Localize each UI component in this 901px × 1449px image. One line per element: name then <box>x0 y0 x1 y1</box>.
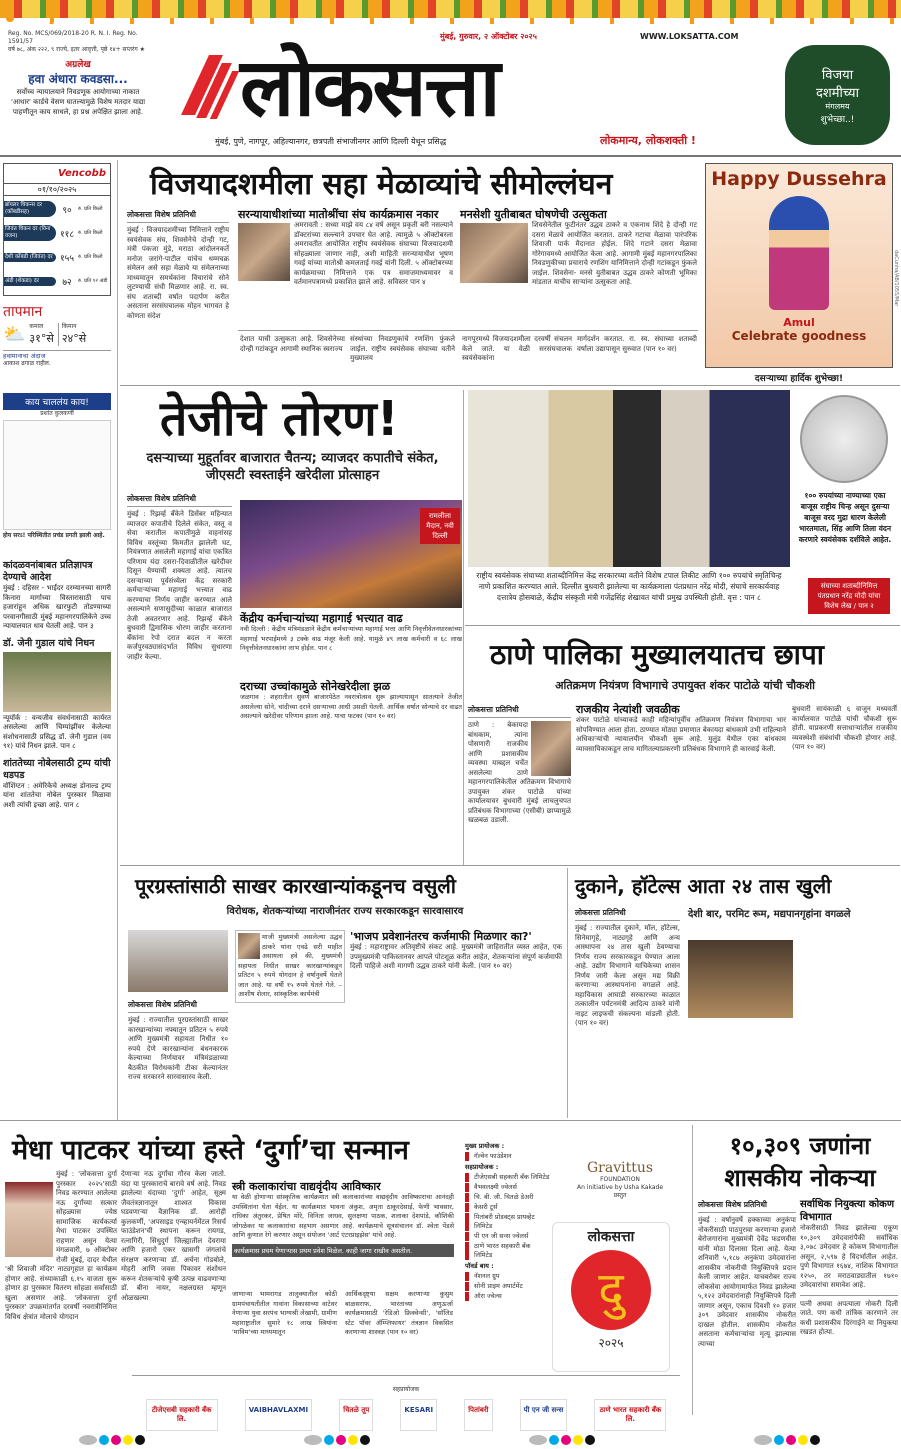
stamp-release-photo <box>468 390 790 567</box>
story-text: मुंबई : राज्यातील दुकाने, मॉल, हॉटेल्स, सिनेमागृहे, नाट्यगृहे आणि अन्य आस्थापना २४ तास खुली ठेवण्याचा निर्णय राज्य सरकारकडून घेण्यात आला आहे. उद्योग विभागाने याचिकेच्या शासन निर्णय जारी केला असून मद्य विक्री करणाऱ्या आस्थापनांना वगळले आहे. महाविकास आघाडी सरकारच्या काळात तत्कालीन पर्यटनमंत्री आदित्य ठाकरे यांनी नाइट लाइफची संकल्पना मांडली होती. (पान १० वर) <box>575 924 680 1027</box>
sponsor-name: चि. बी. जी. चितळे डेअरी <box>465 1193 550 1202</box>
registration-marks <box>0 1430 901 1449</box>
award-year: २०२५ <box>598 1336 624 1350</box>
rate-value: ११८ <box>59 229 75 240</box>
byline: लोकसत्ता विशेष प्रतिनिधी <box>128 1000 228 1013</box>
column-divider <box>463 390 464 865</box>
cartoon-artist: प्रशांत कुलकर्णी <box>40 410 74 417</box>
durga-headline[interactable]: मेधा पाटकर यांच्या हस्ते ‘दुर्गा’चा सन्मान <box>12 1135 409 1166</box>
sugar-factory-photo <box>128 930 228 992</box>
lead-continuation: मार्गदर्शन करतात. रा. स्व. संघाच्या शताब्दी वर्षाला उद्यापासून सुरुवात (पान १० वर) <box>577 335 697 353</box>
sponsor-group-label: सहप्रायोजक : <box>465 1163 499 1171</box>
story-title[interactable]: स्त्री कलाकारांचा वाद्यवृंदीय आविष्कार <box>232 1180 381 1193</box>
rate-label: जिवंत चिकन दर (विना वजन) <box>4 225 56 241</box>
egg-rates-box <box>3 163 111 296</box>
rate-row <box>4 246 110 268</box>
cji-mother-story <box>238 208 453 288</box>
shops-headline[interactable]: दुकाने, हॉटेल्स आता २४ तास खुली <box>575 874 832 898</box>
editions-line: मुंबई, पुणे, नागपूर, अहिल्यानगर, छत्रपती संभाजीनगर आणि दिल्ली येथून प्रसिद्ध <box>215 137 447 146</box>
min-label: किमान <box>61 323 77 330</box>
markets-subhead: दसऱ्याच्या मुहूर्तावर बाजारात चैतन्य; व्याजदर कपातीचे संकेत, जीएसटी स्वस्ताईने खरेदीला प्रोत्साहन <box>146 451 439 483</box>
sponsor-name: ठाणे भारत सहकारी बँक लिमिटेड <box>465 1242 550 1260</box>
rate-row <box>4 270 110 292</box>
ad-code: daCunha/AB/1055/Mar <box>893 250 899 307</box>
story-text: नोकरीसाठी निवड झालेल्या एकूण १०,३०९ उमेदवारांपैकी सर्वाधिक ३,०७८ उमेदवार हे कोकण विभागातील असून, २,५९७ हे विदर्भातील आहेत. पुणे विभागात १६७४, नाशिक विभागात १२५०, तर मराठवाड्यातील १७१० उमेदवारांचा समावेश आहे. <box>800 1224 898 1289</box>
medha-patkar-photo <box>5 1182 53 1257</box>
rate-unit: रु. प्रति किलो <box>78 254 103 260</box>
presents-label: प्रस्तुत <box>613 1192 627 1199</box>
ad-title: Happy Dussehra <box>711 168 887 190</box>
story-text: जाणाऱ्या भामरागड तालुक्यातील कोठी ग्रामपंचायतीतील गावांना विकासाच्या वाटेवर नेणाऱ्या युवा सरपंच भाग्यश्री लेखामी, ग्रामीण महाराष्ट्रातील सुमारे १८ लाख स्त्रियांना 'माविम'च्या माध्यमातून <box>232 1290 337 1336</box>
rate-label: अंडी (शेकडा) दर <box>4 277 56 286</box>
thane-headline[interactable]: ठाणे पालिका मुख्यालयातच छापा <box>490 638 825 671</box>
vencobb-logo: Vencobb <box>57 168 106 179</box>
sponsor-group-label: मुख्य प्रायोजक : <box>465 1142 505 1150</box>
forecast-text: आकाश ढगाळ राहील. <box>3 360 51 367</box>
sponsor-strip <box>132 1375 680 1431</box>
sponsor-logo[interactable]: ठाणे भारत सहकारी बँक लि. <box>594 1399 666 1431</box>
festive-badge <box>785 45 890 145</box>
editorial-label: अग्रलेख <box>65 60 91 70</box>
rate-unit: रु. प्रति १२ अंडी <box>78 278 108 284</box>
flood-headline[interactable]: पूरग्रस्तांसाठी साखर कारखान्यांकडूनच वसुली <box>135 874 456 898</box>
coin-image <box>800 395 888 483</box>
byline: लोकसत्ता विशेष प्रतिनिधी <box>127 494 232 507</box>
jobs-headline[interactable] <box>705 1130 895 1194</box>
political-links-story <box>576 703 786 754</box>
sponsor-name: सोनी प्राइम अपार्टमेंट <box>465 1282 550 1291</box>
story-text: ठाणे : बेकायदा बांधकाम, त्यांना पोसणारी राजकीय आणि प्रशासकीय व्यवस्था याबद्दल चर्चेत असलेल्या ठाणे महानगरपालिकेतील अतिक्रमण विभागाचे उपायुक्त शंकर पाटोळे यांच्या कार्यालयावर बुधवारी मुंबई लाचलुचपत प्रतिबंधक विभागाच्या (एसीबी) छाप्यामुळे खळबळ उडाली. <box>468 721 571 824</box>
story-text: मुंबई : 'लोकसत्ता दुर्गा पुरस्कार २०२५'साठी निवड करण्यात आलेल्या नऊ दुर्गांच्या सत्कार सोहळ्यास ज्येष्ठ सामाजिक कार्यकर्त्या मेधा पाटकर उपस्थित राहणार असून येत्या मंगळवारी, ७ ऑक्टोबर रोजी मुंबई, दादर येथील 'श्री शिवाजी मंदिर' नाट्यगृहात हा कार्यक्रम होणार आहे. संध्याकाळी ६.१५ वाजता सुरू होणार हा पुरस्कार वितरण सोहळा सर्वांसाठी खुला असणार आहे. 'लोकसत्ता दुर्गा पुरस्कार' उपक्रमांतर्गत दरवर्षी नवरात्रीनिमित्त विविध क्षेत्रांत मोलाचे योगदान <box>5 1170 117 1321</box>
sponsor-name: टीजेएसबी सहकारी बँक लिमिटेड <box>465 1173 550 1182</box>
restaurant-photo <box>688 940 793 1018</box>
durga-award-logo <box>552 1222 670 1372</box>
column-divider <box>567 868 568 1118</box>
tagline: लोकमान्य, लोकशक्ती ! <box>600 134 696 147</box>
divider <box>238 330 698 331</box>
story-text: जळगाव : शहरातील सुवर्ण बाजारपेठेत नवरात्रोत्सव सुरू झाल्यापासून सातत्याने तेजीत असलेल्या सोने, चांदीच्या दराने दसऱ्याच्या आधी उसळी घेतली. आर्थिक वर्षात सोन्याचे दर वाढत असल्याने खरेदीवर परिणाम झाला आहे. याचा फटका (पान १० वर) <box>240 693 462 720</box>
max-temp: ३१°से <box>29 332 54 345</box>
amul-girl-illustration <box>769 196 829 310</box>
jobs-story <box>698 1200 796 1349</box>
divider <box>0 1120 901 1121</box>
flood-subhead: विरोधक, शेतकऱ्यांच्या नाराजीनंतर राज्य सरकारकडून सारवासारव <box>226 906 464 917</box>
orchestra-story <box>232 1180 454 1257</box>
story-title[interactable]: सर्वाधिक नियुक्त्या कोकण विभागात <box>800 1199 895 1223</box>
cartoon-image <box>3 420 111 530</box>
cartoon-box <box>3 393 111 555</box>
durga-emblem: दु <box>571 1250 651 1330</box>
story-text: वॉशिंग्टन : अमेरिकेचे अध्यक्ष डोनाल्ड ट्रम्प यांना शांततेचा नोबेल पुरस्कार मिळावा अशी त्यांची इच्छा आहे. पान ८ <box>3 781 111 809</box>
strip-label: सहप्रायोजक <box>390 1386 422 1394</box>
story-title[interactable]: 'भाजप प्रवेशानंतरच कर्जमाफी मिळणार का?' <box>350 930 532 943</box>
sponsor-logo[interactable]: चितळे तूप <box>339 1399 373 1431</box>
story-text: नवी दिल्ली : केंद्रीय मंत्रिमंडळाने केंद्रीय कर्मचाऱ्यांच्या महागाई भत्ता आणि निवृत्तीवेतनधारकांच्या महागाई भरपाईमध्ये ३ टक्के वाढ मंजूर केली आहे. यामुळे ४९ लाख कर्मचारी व ६८ लाख निवृत्तीवेतनधारकांना लाभ होईल. पान ८ <box>240 625 462 652</box>
story-text: शिवसेनेतील फुटीनंतर उद्धव ठाकरे व एकनाथ शिंदे हे दोन्ही गट दसरा मेळावे आयोजित करतात. ठाकरे गटाचा मेळावा पारंपरिक शिवाजी पार्क मैदानात होईल. शिंदे गटाने दसरा मेळावा गोरेगावमध्ये आयोजित केला आहे. आगामी मुंबई महानगरपालिका निवडणुकीच्या प्रचाराचे रणशिंग यानिमित्ताने दोन्ही गटांकडून फुंकले जाईल. शिवसेना- मनसे युतीबाबत उद्धव ठाकरे कोणती भूमिका मांडतात याचीच साऱ्यांना उत्सुकता आहे. <box>532 221 697 286</box>
konkan-story <box>800 1198 898 1338</box>
sponsor-group-label: पॉवर्ड बाय : <box>465 1262 494 1270</box>
cartoon-title: काय चाललंय काय! <box>3 393 111 410</box>
rate-label: देशी कोंबडी (जिवंत) दर <box>4 253 56 262</box>
foundation-sub: FOUNDATION <box>600 1176 640 1183</box>
sponsor-logo[interactable]: पी एन जी सन्स <box>520 1399 568 1431</box>
goodall-photo <box>3 652 111 712</box>
sponsor-logo[interactable]: टीजेएसबी सहकारी बँक लि. <box>146 1399 218 1431</box>
story-text: देणाऱ्या नऊ दुर्गांचा गौरव केला जातो. यंदा या पुरस्काराचे बारावे वर्ष आहे. निवड झालेल्या यंदाच्या 'दुर्गा' आहेत, सूक्ष्म जैवतंत्रज्ञानातून शाश्वत विकास घडवणाऱ्या वैज्ञानिक डॉ. आरोही कुलकर्णी, 'अपसाइड एन्व्हायर्नमेंटल रिसर्च फाउंडेशन'ची स्थापना करून रायगड, रत्नागिरी, सिंधुदुर्ग जिल्ह्यातील देवराया आणि हजारो एकर खासगी जंगलांचे संरक्षण करणाऱ्या डॉ. अर्चना गोडबोले, मोहरी आणि जवस पिकावर संशोधन करून शेतकऱ्यांचे कृषी उत्पन्न वाढवणाऱ्या डॉ. बीना नायर, नक्षलग्रस्त म्हणून ओळखल्या <box>121 1170 226 1302</box>
quote-text: माजी मुख्यमंत्री असलेल्या उद्धव ठाकरे यांना एवढे सरी माहीत असायला हवे की, मुख्यमंत्री सहायता निधीत साखर कारखान्यांकडून प्रतिटन ५ रुपये योगदान हे वर्षानुवर्षे घेतले जात आहे. या वर्षी १५ रुपये घेतले गेले. – आशीष शेलार, सांस्कृतिक कार्यमंत्री <box>238 933 342 998</box>
lead-text: मुंबई : विजयादशमीच्या निमित्ताने राष्ट्रीय स्वयंसेवक संघ, शिवसेनेचे दोन्ही गट, मंत्री पंकजा मुंडे, मराठा आंदोलनकर्ते मनोज जरांगे-पाटील यांचेच धम्मचक्र संमेलन असे सहा मेळावे या संमेलनाच्या माध्यमातून समर्थकांना विचारांचे सोने लुटण्याची संधी मिळणार आहे. रा. स्व. संघ शताब्दी वर्षात पदार्पण करीत असताना सरसंघचालक मोहन भागवत हे कोणता संदेश <box>127 226 229 320</box>
story-text: अमरावती : सध्या माझे वय ८४ वर्ष असून प्रकृती बरी नसल्याने डॉक्टरांच्या सल्ल्याने उपचार घेत आहे. त्यामुळे ५ ऑक्टोबरला अमरावतीत आयोजित राष्ट्रीय स्वयंसेवक संघाच्या विजयादशमी सोहळ्याला जाणार नाही, अशी माहिती सरन्यायाधीश भूषण गवई यांच्या मातोश्री कमलताई गवई यांनी दिली. ५ ऑक्टोबरच्या कार्यक्रमाच्या निमित्ताने एक पत्र समाजमाध्यमावर व वर्तमानपत्रामध्ये प्रकाशित झाले आहे. सविस्तर पान ४ <box>294 221 453 286</box>
kamaltai-photo <box>238 223 290 281</box>
sponsor-name: केसरी टूर्स <box>465 1203 550 1212</box>
weather-title: तापमान <box>3 304 43 320</box>
story-title[interactable]: सरन्यायाधीशांच्या मातोश्रींचा संघ कार्यक्रमास नकार <box>238 208 439 221</box>
badge-line: दशमीच्या <box>816 86 859 101</box>
story-text: मुंबई : राज्यातील पूरग्रस्तांसाठी साखर कारखान्यांच्या नफ्यातून प्रतिटन ५ रुपये आणि मुख्यमंत्री सहायता निधीत १० रुपये देणे कारखान्यांना बंधनकारक केल्याच्या निर्णयावर मंत्रिमंडळाच्या बैठकीत विरोधकांनी टीका केल्यानंतर राज्य सरकारने सारवासारव केली. <box>128 1016 228 1081</box>
thane-subhead: अतिक्रमण नियंत्रण विभागाचे उपायुक्त शंकर पाटोळे यांची चौकशी <box>555 679 815 692</box>
rate-value: ९० <box>62 205 72 216</box>
loksatta-logo: लोकसत्ता <box>587 1229 635 1245</box>
da-story <box>240 612 462 654</box>
divider <box>465 625 900 626</box>
column-divider <box>692 1125 693 1415</box>
thackeray-photo <box>460 223 528 283</box>
website-link[interactable]: WWW.LOKSATTA.COM <box>640 32 739 41</box>
rates-date: ०१/१०/२०२५ <box>4 183 110 196</box>
masthead-divider <box>0 155 901 157</box>
markets-story <box>127 494 232 662</box>
foundation-name: Gravittus <box>586 1160 654 1176</box>
sponsor-name: पितांबरी प्रोडक्ट्स प्रायव्हेट लिमिटेड <box>465 1213 550 1231</box>
lead-headline[interactable]: विजयादशमीला सहा मेळाव्यांचे सीमोल्लंघन <box>150 167 613 202</box>
sponsor-name: गॅल्वेन फाउंडेशन <box>465 1152 550 1161</box>
ad-caption: दसऱ्याच्या हार्दिक शुभेच्छा! <box>754 374 844 384</box>
sponsor-name: पी एन जी सन्स ज्वेलर्स <box>465 1232 550 1241</box>
story-text: आर्थिकदृष्ट्या सक्षम करणाऱ्या कुसुम बाळसराफ, भारताच्या अणुऊर्जा कार्यक्रमासाठी 'रेडिओ फ्रिक्वेन्सी', 'सॉलिड स्टेट पॉवर ॲम्प्लिफायर' तंत्रज्ञान विकसित करणाऱ्या शास्त्रज्ञ (पान १० वर) <box>345 1290 453 1336</box>
rate-unit: रु. प्रति किलो <box>78 206 103 212</box>
ramlila-photo <box>240 500 462 608</box>
patole-photo <box>531 721 571 776</box>
badge-line: मंगलमय <box>825 102 850 111</box>
column-divider <box>117 160 118 1120</box>
date-line: मुंबई, गुरुवार, २ ऑक्टोबर २०२५ <box>440 32 537 41</box>
entry-notice: कार्यक्रमास प्रथम येणाऱ्यास प्रथम प्रवेश मिळेल. काही जागा राखीव असतील. <box>232 1244 454 1257</box>
headline-line: शासकीय नोकऱ्या <box>724 1164 876 1192</box>
shops-story <box>575 908 680 1029</box>
weather-box <box>3 302 111 368</box>
story-text: शंकर पाटोळे यांच्याकडे काही महिन्यांपूर्वीच अतिक्रमण नियंत्रण विभागाचा भार सोपविण्यात आला होता. ठाण्यात मोठ्या प्रमाणात बेकायदा बांधकामे उभी राहिल्याने अधिकाऱ्यांची न्यायालयीन चौकशी सुरू आहे. मुलुंड येथील एका बांधकाम व्यावसायिकाकडून लाच मागितल्याप्रकरणी प्रतिबंधक विभागाने ही कारवाई केली. <box>576 716 786 753</box>
forecast-label: हवामानाचा अंदाज <box>3 350 111 360</box>
story-title[interactable]: राजकीय नेत्यांशी जवळीक <box>576 703 680 716</box>
cartoon-caption: होय सरऽ! परिस्थितीत प्रचंड प्रगती झाली आहे. <box>3 532 105 539</box>
story-text: मुंबई : दहिसर - भाईंदर दरम्यानच्या सागरी किनारा मार्गाच्या विस्तारासाठी पाच हजारांहून अधिक खारफुटी तोडण्याच्या परवानगीसाठी मुंबई महानगरपालिकेने उच्च न्यायालयात धाव घेतली आहे. पान ३ <box>3 584 111 630</box>
logo-mark <box>195 55 235 125</box>
max-label: कमाल <box>29 323 44 330</box>
left-story <box>3 758 111 811</box>
sponsor-logo[interactable]: KESARI <box>400 1399 437 1431</box>
photo-caption: राष्ट्रीय स्वयंसेवक संघाच्या शताब्दीनिमित्त केंद्र सरकारच्या वतीने विशेष टपाल तिकीट आणि १०० रुपयांचे स्मृतिचिन्ह नाणे प्रकाशित करण्यात आले. दिल्लीत बुधवारी झालेल्या या कार्यक्रमाला पंतप्रधान नरेंद्र मोदी, संघाचे सरकार्यवाह दत्तात्रेय होसबाळे, केंद्रीय संस्कृती मंत्री गजेंद्रसिंह शेखावत यांची प्रमुख उपस्थिती होती. वृत्त : पान ८ <box>476 571 782 602</box>
ad-slogan: Celebrate goodness <box>731 329 867 343</box>
markets-headline[interactable]: तेजीचे तोरण! <box>160 391 399 447</box>
edition-line: वर्ष ७८, अंक २२२, ९ राज्ये, इतर आवृत्ती, पृष्ठे १४+ सप्तरंग ★ <box>8 46 145 53</box>
amul-brand: Amul <box>783 316 815 329</box>
photo-tag: रामलीला मैदान, नवी दिल्ली <box>420 508 460 544</box>
shelar-photo <box>238 933 260 959</box>
story-title[interactable]: शांततेच्या नोबेलसाठी ट्रम्प यांची धडपड <box>3 757 111 781</box>
badge-line: शुभेच्छा..! <box>820 115 855 125</box>
sun-cloud-icon: ⛅ <box>3 324 26 345</box>
rate-row <box>4 222 110 244</box>
byline: लोकसत्ता प्रतिनिधी <box>575 908 680 921</box>
bjp-loan-waiver-story <box>350 930 562 972</box>
gravittus-logo <box>555 1160 685 1200</box>
left-story <box>3 560 111 632</box>
editorial-text: सर्वोच्च न्यायालयाने निवडणूक आयोगाच्या नाकात 'आधार' कार्डचे वेसण घातल्यामुळे विशेष मतदार याद्या पाहणीतून काय साधले, हा प्रश्न अपेक्षित झाला आहे. <box>10 88 146 116</box>
rate-row <box>4 198 110 220</box>
story-text: मुंबई : वर्षानुवर्षे हक्काच्या अनुकंपा नोकरीसाठी पाठपुरावा करणाऱ्या हजारो बेरोजगारांना मुख्यमंत्री देवेंद्र फडणवीस यांनी मोठा दिलासा दिला आहे. येत्या शनिवारी ५,१८७ अनुकंपा उमेदवारांना शासकीय नोकरीची नियुक्तिपत्रे प्रदान केली जाणार आहेत. याचबरोबर राज्य लोकसेवा आयोगामार्फत निवड झालेल्या ५,१२२ उमेदवारांनाही नियुक्तिपत्रे दिली जाणार असून, एकाच दिवशी १० हजार ३०९ उमेदवार शासकीय नोकरीत दाखल होतील. शासकीय नोकरीत असताना कर्मचाऱ्यांचा मृत्यू झाल्यास त्याच्या <box>698 1216 796 1348</box>
editorial-title[interactable]: हवा अंधारा कवडसा... <box>28 72 128 86</box>
left-story <box>3 638 111 752</box>
rate-unit: रु. प्रति किलो <box>78 230 103 236</box>
story-text: पत्नी अथवा अपत्याला नोकरी दिली जाते. पण कधी तांत्रिक कारणाने तर कधी प्रशासकीय दिरंगाईने या नियुक्त्या रखडत होत्या. <box>800 1299 898 1336</box>
rate-value: ७२ <box>62 277 72 288</box>
sponsor-logo[interactable]: VAIBHAVLAXMI <box>245 1399 312 1431</box>
story-title[interactable]: मनसेशी युतीबाबत घोषणेची उत्सुकता <box>460 208 607 221</box>
story-title[interactable]: कांदळवनांबाबत प्रतिज्ञापत्र देण्याचे आदेश <box>3 560 93 583</box>
min-temp: २४°से <box>61 332 87 345</box>
newspaper-logo: लोकसत्ता <box>240 41 499 134</box>
amul-ad[interactable] <box>705 163 893 368</box>
story-text: मुंबई : महाराष्ट्रावर अतिवृष्टीचे संकट आहे. मुख्यमंत्री जाहिरातीत व्यस्त आहेत, एक उपमुख्यमंत्री पाकिस्तानवर आपले पोटशूळ करीत आहेत, शेतकऱ्यांना संपूर्ण कर्जमाफी दिली पाहिजे अशी मागणी उद्धव ठाकरे यांनी केली. (पान १० वर) <box>350 943 562 970</box>
lead-continuation: नागपूरमध्ये विजयादशमीला दरवर्षी संचलन केले जाते. या वेळी सरसंघचालक स्वयंसेवकांना <box>462 335 572 362</box>
story-text: या वेळी होणाऱ्या सांस्कृतिक कार्यक्रमात स्त्री कलाकारांच्या वाद्यवृंदीय आविष्काराचा आनंदही उपस्थितांना घेता येईल. या कार्यक्रमात भावना अंकुश, अमृता ठाकूरदेसाई, फेणी भावसार, राधिका अंतुरकर, प्रेषित मोरे, विनिता जाधव, सुलक्षणा पाठक, शलाका देशपांडे, कौशिकी जोगळेकर या कलाकारांचा सहभाग असणार आहे. कार्यक्रमाचे सूत्रसंचालन डॉ. श्वेता पेंडसे आणि कुणाल रेगे करणार असून संयोजन 'आर्ट एंटरप्राइझेस' यांचे आहे. <box>232 1193 454 1239</box>
story-text: न्यूयॉर्क : वन्यजीव संवर्धनासाठी कार्यरत असलेल्या आणि चिम्पांझींवर केलेल्या संशोधनासाठी प्रसिद्ध डॉ. जेनी गुडाल (वय ९१) यांचे निधन झाले. पान ८ <box>3 713 111 750</box>
sponsor-list <box>465 1140 550 1302</box>
sponsor-name: नॅशनल ग्रुप <box>465 1272 550 1281</box>
lead-continuation: संस्थांच्या निवडणुकांचे रणशिंग फुंकले जाईल. राष्ट्रीय स्वयंसेवक संघाच्या वतीने मुख्यालय <box>350 335 455 362</box>
lead-continuation: देशात याची उत्सुकता आहे. शिवसेनेच्या दोन्ही गटांकडून आगामी स्थानिक स्वराज्य <box>240 335 345 353</box>
shelar-quote <box>235 930 345 1003</box>
divider <box>120 865 900 866</box>
lead-story <box>127 210 229 321</box>
story-title[interactable]: डॉ. जेनी गुडाल यांचे निधन <box>3 637 95 649</box>
story-title[interactable]: केंद्रीय कर्मचाऱ्यांच्या महागाई भत्त्यात वाढ <box>240 612 403 625</box>
byline: लोकसत्ता विशेष प्रतिनिधी <box>698 1200 796 1213</box>
coin-caption: १०० रुपयांच्या नाण्याच्या एका बाजूस राष्ट्रीय चिन्ह असून दुसऱ्या बाजूस वरद मुद्रा धारण केलेली भारतमाता, सिंह आणि तिला वंदन करणारे स्वयंसेवक दर्शविले आहेत. <box>798 491 892 544</box>
modi-article-promo[interactable]: संघाच्या शताब्दीनिमित्त पंतप्रधान नरेंद्र मोदी यांचा विशेष लेख / पान २ <box>808 578 890 614</box>
registration-number: Reg. No. MCS/069/2018-20 R. N. I. Reg. No. 1591/57 <box>8 30 138 45</box>
headline-line: १०,३०९ जणांना <box>729 1132 871 1160</box>
sponsor-logo[interactable]: पितांबरी <box>464 1399 492 1431</box>
markets-text: मुंबई : रिझर्व्ह बँकेने डिसेंबर महिन्यात व्याजदर कपातीचे दिलेले संकेत, वस्तू व सेवा करातील कपातीमुळे वाहनांसह विविध वस्तूंच्या किमतीत झालेली घट, नियंत्रणात असलेली महागाई यांचा एकत्रित परिणाम यंदा दसरा-दिवाळीतील खरेदीवर दिसून येण्याची शक्यता आहे. त्यातच दसऱ्याच्या पूर्वसंध्येला केंद्र सरकारी कर्मचाऱ्यांच्या महागाई भत्त्यात वाढ करण्याचा निर्णय जाहीर करण्यात आले असल्याने सणासुदीच्या काळात बाजारात तेजी अवतरणार आहे. रिझर्व्ह बँकेने बुधवारी द्विमासिक धोरण जाहीर करताना बँकांना रेपो दरात बदल न करता कर्जपुरवठ्यासंदर्भात विविध सुधारणा जाहीर केल्या. <box>127 510 232 661</box>
festive-garland <box>0 0 901 18</box>
sponsor-name: वैभवलक्ष्मी ज्वेलर्स <box>465 1183 550 1192</box>
story-title[interactable]: दराच्या उच्चांकामुळे सोनेखरेदीला झळ <box>240 680 391 693</box>
masthead-left <box>8 30 148 117</box>
gold-story <box>240 680 462 722</box>
byline: लोकसत्ता प्रतिनिधी <box>468 705 571 718</box>
sponsor-name: ऑरा ज्वेल्स <box>465 1292 550 1301</box>
durga-story <box>5 1170 117 1322</box>
byline: लोकसत्ता विशेष प्रतिनिधी <box>127 210 229 223</box>
initiative-text: An initiative by Usha Kakade <box>576 1184 664 1191</box>
left-column-stories <box>3 560 111 816</box>
flood-story <box>128 1000 228 1083</box>
mns-story <box>460 208 697 288</box>
shops-subhead: देशी बार, परमिट रूम, मद्यपानगृहांना वगळले <box>688 909 851 920</box>
badge-line: विजया <box>821 68 854 83</box>
story-text: बुधवारी सायंकाळी ६ वाजून मध्यवर्ती कार्यालयात पाटोळे यांची चौकशी सुरू होती. याप्रकरणी सत्ताधाऱ्यांतील राजकीय व्यवस्थेशी संबंधांची चौकशी होणार आहे. (पान १० वर) <box>792 705 897 751</box>
thane-story <box>468 705 571 826</box>
rate-label: ब्रॉयलर चिकन्स दर (कोंबडीसह) <box>4 201 56 217</box>
rate-value: १५५ <box>59 253 75 264</box>
